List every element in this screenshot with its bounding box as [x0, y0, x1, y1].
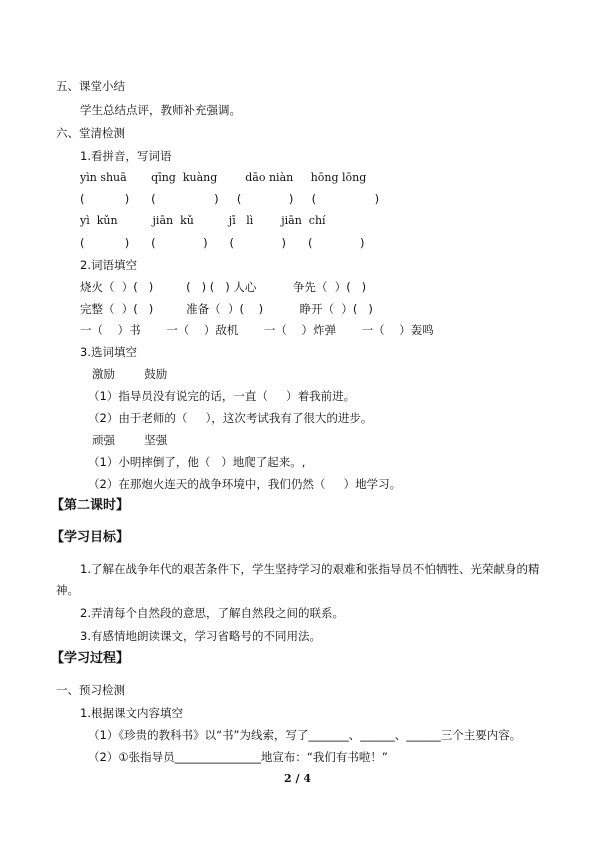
goal-1 [56, 559, 556, 601]
q2-row-2: 完整（ ）( ) 准备（ ）( ) 睁开（ ）( ) [80, 302, 373, 316]
q2-title: 2.词语填空 [80, 258, 137, 272]
q1-blanks-row-2: ( ) ( ) ( ) ( ) [80, 236, 365, 250]
page-number: 2 / 4 [284, 772, 311, 785]
goals-heading: 【学习目标】 [51, 530, 130, 545]
q2-row-3: 一（ ）书 一（ ）敌机 一（ ）炸弹 一（ ）轰鸣 [80, 323, 434, 337]
goal-2: 2.弄清每个自然段的意思，了解自然段之间的联系。 [80, 606, 344, 620]
process-heading: 【学习过程】 [51, 651, 130, 666]
section-5-body: 学生总结点评，教师补充强调。 [80, 103, 241, 117]
q1-pinyin-row-2: yì kǔn jiān kǔ jī lì jiān chí [80, 214, 326, 227]
q1-pinyin-row-1: yìn shuā qīng kuàng dāo niàn hōng lōng [80, 171, 367, 184]
q2-row-1: 烧火（ ）( ) ( ) ( ) 人心 争先（ ）( ) [80, 280, 367, 294]
goal-1-text: 1.了解在战争年代的艰苦条件下，学生坚持学习的艰难和张指导员不怕牺牲、光荣献身的精神。 [56, 562, 540, 597]
process-step-1-1: 1.根据课文内容填空 [80, 706, 183, 720]
process-step-1: 一、预习检测 [56, 683, 125, 697]
q3-title: 3.选词填空 [80, 345, 137, 359]
section-6-title: 六、堂清检测 [56, 126, 125, 140]
q1-blanks-row-1: ( ) ( ) ( ) ( ) [80, 192, 380, 206]
q3-sentence-4: （2）在那炮火连天的战争环境中，我们仍然（ ）地学习。 [88, 477, 402, 491]
q3-words-2: 顽强 坚强 [92, 433, 168, 447]
q1-title: 1.看拼音，写词语 [80, 149, 172, 163]
section-5-title: 五、课堂小结 [56, 79, 125, 93]
q3-sentence-1: （1）指导员没有说完的话，一直（ ）着我前进。 [88, 389, 356, 403]
q3-words-1: 激励 鼓励 [92, 367, 168, 381]
process-fill-b: （2）①张指导员_______________地宣布：“我们有书啦！” [88, 750, 388, 764]
process-fill-a: （1）《珍贵的教科书》以“书”为线索，写了_______、______、______三个主要内容。 [88, 728, 522, 742]
lesson-2-heading: 【第二课时】 [51, 498, 130, 513]
q3-sentence-3: （1）小明摔倒了，他（ ）地爬了起来。, [88, 455, 306, 469]
q3-sentence-2: （2）由于老师的（ ），这次考试我有了很大的进步。 [88, 411, 373, 425]
goal-3: 3.有感情地朗读课文，学习省略号的不同用法。 [80, 629, 321, 643]
